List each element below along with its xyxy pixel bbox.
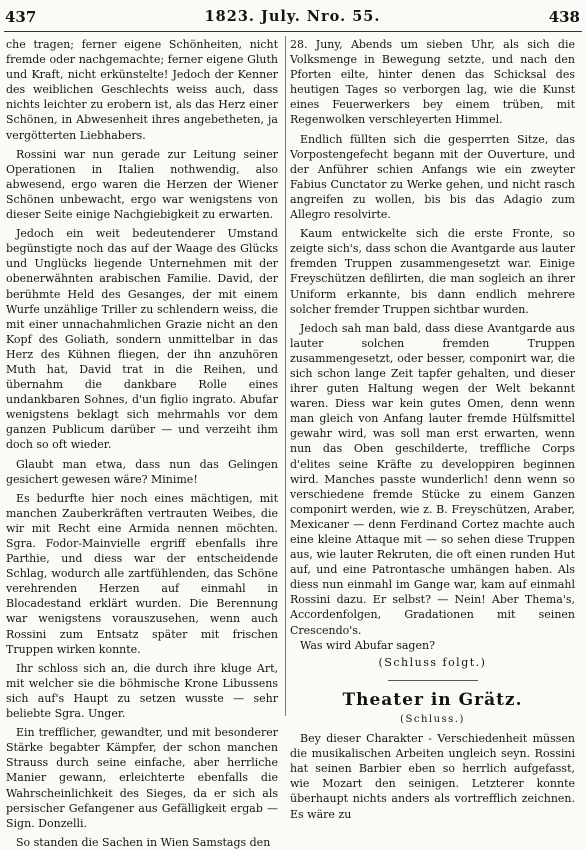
paragraph: Bey dieser Charakter - Verschiedenheit müssen die musikalischen Arbeiten ungleich seyn. Rossini hat seinen Barbier eben so herrlich aufgefasst, wie Mozart den seinigen. Letzterer konnte überhaupt nichts anders als vortrefflich zeichnen. Es wäre zu bbox=[290, 732, 575, 821]
left-column bbox=[6, 37, 278, 850]
page-number-right: 438 bbox=[548, 8, 580, 26]
paragraph: Es bedurfte hier noch eines mächtigen, mit manchen Zauberkräften vertrauten Weibes, die wir mit Recht eine Armida nennen möchten. Sgra. Fodor-Mainvielle ergriff ebenfalls ihre Parthie, und diess war der entscheidende Schlag, wodurch alle zartfühlenden, das Schöne verehrenden Herzen auf einmahl in Blocadestand erklärt wurden. Die Berennung war wenigstens vorauszusehen, wenn auch Rossini zum Entsatz später mit frischen Truppen wirken konnte. bbox=[6, 491, 278, 656]
paragraph: che tragen; ferner eigene Schönheiten, nicht fremde oder nachgemachte; ferner eigene Gluth und Kraft, nicht erkünstelte! Jedoch der Kenner des weiblichen Geschlechts weiss auch, dass nichts leichter zu erobern ist, als das Herz einer Schönen, in Abwesenheit ihres angebetheten, ja vergötterten Liebhabers. bbox=[6, 38, 278, 142]
section-title: Theater in Grätz. bbox=[342, 689, 523, 710]
paragraph: Was wird Abufar sagen? bbox=[300, 638, 435, 652]
page-number-left: 437 bbox=[5, 8, 37, 26]
paragraph: Ihr schloss sich an, die durch ihre kluge Art, mit welcher sie die böhmische Krone Libussens sich auf's Haupt zu setzen wusste — sehr beliebte Sgra. Unger. bbox=[6, 661, 278, 721]
paragraph: Kaum entwickelte sich die erste Fronte, so zeigte sich's, dass schon die Avantgarde aus lauter fremden Truppen zusammengesetzt war. Einige Freyschützen defilirten, die man sogleich an ihrer Uniform erkannte, bis dann endlich mehrere solcher fremder Truppen sichtbar wurden. bbox=[290, 227, 575, 316]
paragraph: Rossini war nun gerade zur Leitung seiner Operationen in Italien nothwendig, also abwesend, ergo waren die Herzen der Wiener Schönen unbewacht, ergo war wenigstens von dieser Seite einige Nachgiebigkeit zu erwarten. bbox=[6, 147, 278, 222]
section-divider bbox=[388, 680, 478, 681]
paragraph: 28. Juny, Abends um sieben Uhr, als sich die Volksmenge in Bewegung setzte, und nach den Pforten eilte, hinter denen das Schicksal des heutigen Tages so verborgen lag, wie die Kunst eines Feuerwerkers bey einem trüben, mit Regenwolken verschleyerten Himmel. bbox=[290, 38, 575, 127]
header-rule bbox=[4, 31, 582, 32]
right-column bbox=[290, 37, 575, 822]
page-header bbox=[0, 8, 585, 30]
header-title: 1823. July. Nro. 55. bbox=[204, 8, 381, 25]
column-divider bbox=[285, 36, 286, 716]
section-subtitle: (Schluss.) bbox=[400, 713, 465, 725]
paragraph: Jedoch sah man bald, dass diese Avantgarde aus lauter solchen fremden Truppen zusammengesetzt, oder besser, componirt war, die sich schon lange Zeit tapfer gehalten, und dieser ihrer guten Haltung wegen der Welt bekannt waren. Diess war kein gutes Omen, denn wenn man gleich von Anfang lauter fremde Hülfsmittel gewahr wird, was soll man erst erwarten, wenn nun das Oben geschilderte, treffliche Corps d'elites seine Kräfte zu developpiren beginnen wird. Manches passte wunderlich! denn wenn so verschiedene fremde Stücke zu einem Ganzen componirt werden, wie z. B. Freyschützen, Araber, Mexicaner — denn Ferdinand Cortez machte auch eine kleine Attaque mit — so sehen diese Truppen aus, wie lauter Rekruten, die oft einen runden Hut auf, und eine Patrontasche umhängen haben. Als diess nun einmahl im Gange war, kam auf einmahl Rossini dazu. Er selbst? — Nein! Aber Thema's, Accordenfolgen, Gradationen mit seinen Crescendo's. bbox=[290, 321, 575, 637]
paragraph: So standen die Sachen in Wien Samstags den bbox=[16, 835, 271, 849]
paragraph: Ein trefflicher, gewandter, und mit besonderer Stärke begabter Kämpfer, der schon manchen Strauss durch seine einfache, aber herrliche Manier gewann, erleichterte ebenfalls die Wahrscheinlichkeit des Sieges, da er sich als persischer Gefangener aus Gefälligkeit ergab — Sign. Donzelli. bbox=[6, 726, 278, 830]
paragraph: Endlich füllten sich die gesperrten Sitze, das Vorpostengefecht begann mit der Ouverture, und der Anführer schien Anfangs wie ein zweyter Fabius Cunctator zu Werke gehen, und nicht rasch angreifen zu wollen, bis bis das Adagio zum Allegro resolvirte. bbox=[290, 132, 575, 222]
paragraph: Glaubt man etwa, dass nun das Gelingen gesichert gewesen wäre? Minime! bbox=[6, 457, 278, 486]
continuation-note: (Schluss folgt.) bbox=[378, 655, 487, 669]
paragraph: Jedoch ein weit bedeutenderer Umstand begünstigte noch das auf der Waage des Glücks und Unglücks liegende Unternehmen mit der obenerwähnten arabischen Familie. David, der berühmte Held des Gesanges, der mit einem Wurfe unzählige Triller zu schlendern weiss, die mit einer unnachahmlichen Grazie nicht an den Kopf des Goliath, sondern unmittelbar in das Herz des Kühnen fliegen, der ihn anzuhören Muth hat, David trat in die Reihen, und übernahm die dankbare Rolle eines undankbaren Sohnes, d'un figlio ingrato. Abufar wenigstens beklagt sich mehrmahls vor dem ganzen Publicum darüber — und verzeiht ihm doch so oft wieder. bbox=[6, 227, 278, 452]
